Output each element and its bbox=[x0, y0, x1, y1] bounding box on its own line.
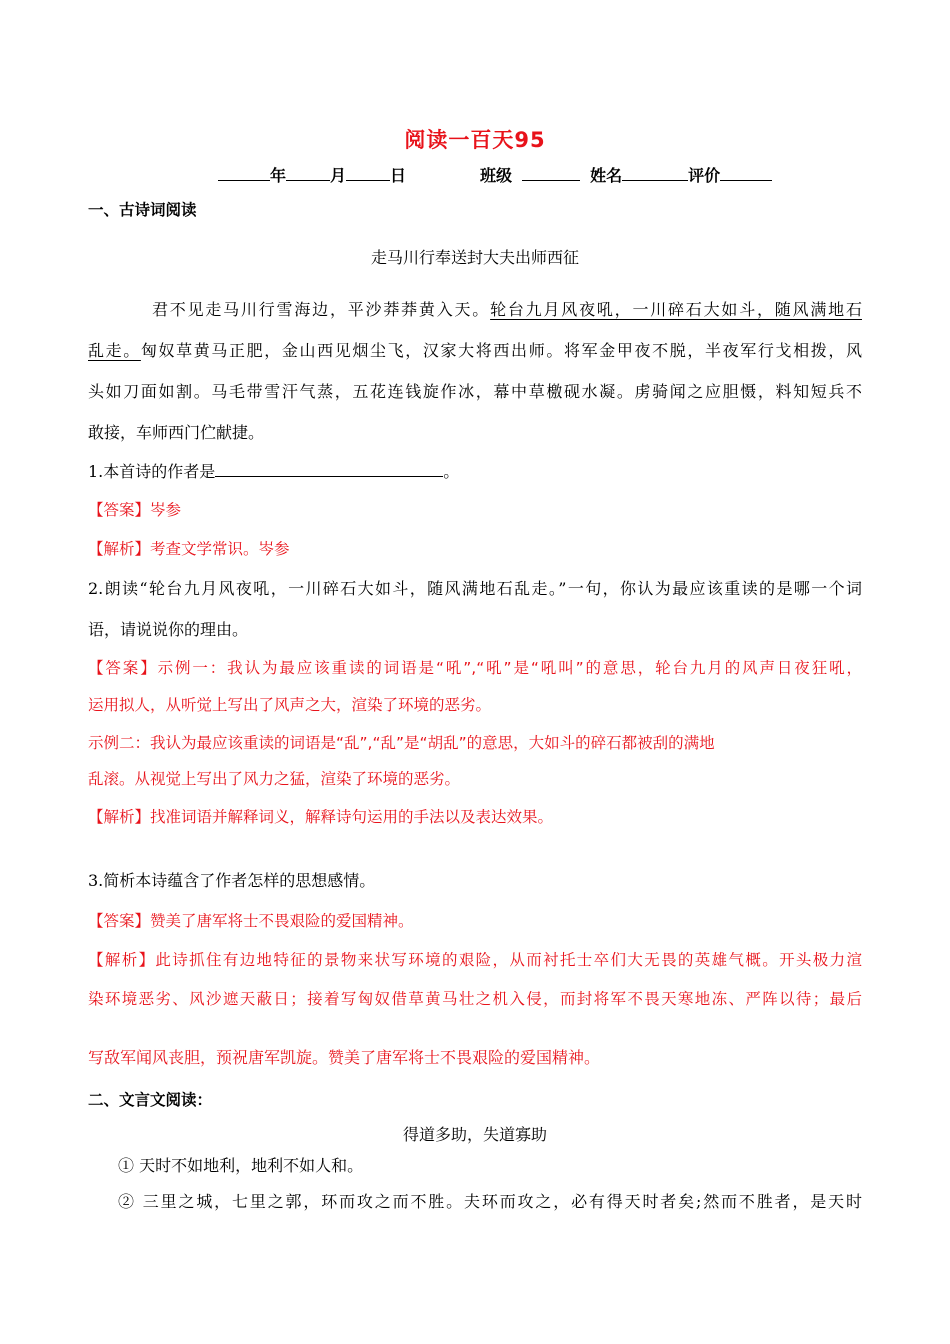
classical-paragraph-1: ① 天时不如地利，地利不如人和。 bbox=[118, 1156, 364, 1175]
eval-blank[interactable] bbox=[720, 165, 772, 181]
poem-line-2 bbox=[88, 343, 862, 359]
section-heading-poetry: 一、古诗词阅读 bbox=[88, 201, 197, 219]
name-blank[interactable] bbox=[622, 165, 688, 181]
day-label: 日 bbox=[390, 166, 407, 185]
day-blank[interactable] bbox=[346, 165, 390, 181]
question-1-answer: 【答案】岑参 bbox=[88, 501, 182, 519]
question-2-answer-line-1: 【答案】示例一：我认为最应该重读的词语是“吼”,“吼”是“吼叫”的意思，轮台九月的风声日夜狂吼， bbox=[88, 659, 862, 677]
month-blank[interactable] bbox=[286, 165, 330, 181]
poem-line-2-underlined: 乱走。 bbox=[88, 341, 141, 360]
question-3-answer: 【答案】赞美了唐军将士不畏艰险的爱国精神。 bbox=[88, 912, 414, 930]
question-2-line-1: 2.朗读“轮台九月风夜吼，一川碎石大如斗，随风满地石乱走。”一句，你认为最应该重读的是哪一个词 bbox=[88, 579, 862, 598]
question-1-analysis: 【解析】考查文学常识。岑参 bbox=[88, 540, 290, 558]
eval-label: 评价 bbox=[688, 166, 721, 185]
poem-line-4: 敢接，车师西门伫献捷。 bbox=[88, 423, 265, 442]
poem-title: 走马川行奉送封大夫出师西征 bbox=[370, 248, 579, 267]
page-title: 阅读一百天95 bbox=[404, 128, 546, 152]
question-3: 3.简析本诗蕴含了作者怎样的思想感情。 bbox=[88, 871, 376, 890]
month-label: 月 bbox=[330, 166, 347, 185]
section-heading-classical: 二、文言文阅读： bbox=[88, 1091, 213, 1109]
classical-text-title: 得道多助，失道寡助 bbox=[402, 1125, 547, 1144]
poem-line-3: 头如刀面如割。马毛带雪汗气蒸，五花连钱旋作冰，幕中草檄砚水凝。虏骑闻之应胆慑，料知短兵不 bbox=[88, 382, 862, 401]
question-1-end: 。 bbox=[443, 462, 460, 481]
question-3-analysis-line-3: 写敌军闻风丧胆，预祝唐军凯旋。赞美了唐军将士不畏艰险的爱国精神。 bbox=[88, 1048, 601, 1067]
poem-line-1-text: 君不见走马川行雪海边，平沙莽莽黄入天。 bbox=[152, 300, 491, 319]
poem-line-2-text: 匈奴草黄马正肥，金山西见烟尘飞，汉家大将西出师。将军金甲夜不脱，半夜军行戈相拨，风 bbox=[140, 341, 862, 360]
year-blank[interactable] bbox=[218, 165, 270, 181]
question-2-answer-line-4: 乱滚。从视觉上写出了风力之猛，渲染了环境的恶劣。 bbox=[88, 770, 461, 788]
class-blank[interactable] bbox=[522, 165, 580, 181]
question-1-text: 1.本首诗的作者是 bbox=[88, 462, 216, 481]
question-1 bbox=[88, 462, 459, 480]
question-1-answer-blank[interactable] bbox=[215, 462, 443, 477]
question-3-analysis-line-2: 染环境恶劣、风沙遮天蔽日；接着写匈奴借草黄马壮之机入侵，而封将军不畏天寒地冻、严阵以待；最后 bbox=[88, 990, 862, 1008]
question-2-analysis: 【解析】找准词语并解释词义，解释诗句运用的手法以及表达效果。 bbox=[88, 808, 554, 826]
class-label: 班级 bbox=[480, 166, 513, 185]
poem-line-1-underlined: 轮台九月风夜吼，一川碎石大如斗，随风满地石 bbox=[490, 300, 862, 319]
year-label: 年 bbox=[270, 166, 287, 185]
classical-paragraph-2: ② 三里之城，七里之郭，环而攻之而不胜。夫环而攻之，必有得天时者矣;然而不胜者，是天时 bbox=[118, 1192, 862, 1211]
question-2-line-2: 语，请说说你的理由。 bbox=[88, 620, 249, 639]
name-label: 姓名 bbox=[590, 166, 623, 185]
student-info-line bbox=[218, 163, 772, 186]
question-3-analysis-line-1: 【解析】此诗抓住有边地特征的景物来状写环境的艰险，从而衬托士卒们大无畏的英雄气概。开头极力渲 bbox=[88, 951, 862, 969]
poem-line-1 bbox=[152, 302, 862, 318]
question-2-answer-line-3: 示例二：我认为最应该重读的词语是“乱”,“乱”是“胡乱”的意思，大如斗的碎石都被刮的满地 bbox=[88, 734, 715, 752]
question-2-answer-line-2: 运用拟人，从听觉上写出了风声之大，渲染了环境的恶劣。 bbox=[88, 696, 492, 714]
